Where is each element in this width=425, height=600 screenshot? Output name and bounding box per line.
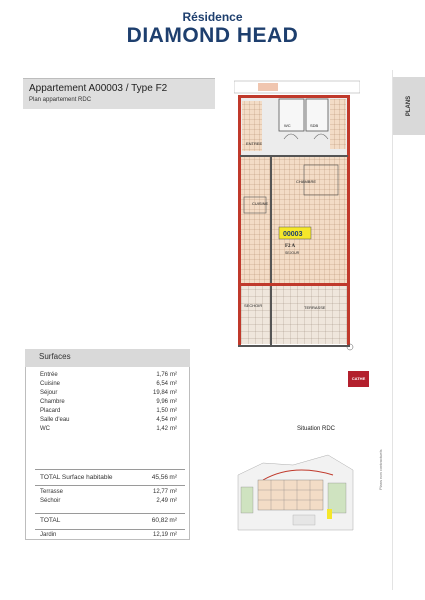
surface-row-chambre: Chambre 9,96 m² bbox=[40, 399, 177, 405]
plan-room-label-entree: ENTREE bbox=[246, 141, 263, 146]
plan-code: 00003 bbox=[283, 231, 303, 238]
residence-label: Résidence bbox=[182, 10, 243, 24]
divider bbox=[35, 485, 185, 486]
surface-row-terrasse: Terrasse 12,77 m² bbox=[40, 489, 177, 495]
apartment-subtitle: Plan appartement RDC bbox=[29, 97, 92, 103]
situation-title: Situation RDC bbox=[297, 426, 336, 432]
plan-room-label-sejour: SEJOUR bbox=[285, 251, 300, 255]
surface-row-total: TOTAL 60,82 m² bbox=[40, 517, 177, 524]
plan-room-label-sechoir: SECHOIR bbox=[244, 303, 263, 308]
floor-plan bbox=[234, 79, 360, 353]
surface-row-cuisine: Cuisine 6,54 m² bbox=[40, 381, 177, 387]
surfaces-heading: Surfaces bbox=[39, 352, 71, 361]
tab-plans[interactable] bbox=[393, 77, 425, 135]
surfaces-panel bbox=[25, 349, 190, 539]
surface-row-sechoir: Séchoir 2,49 m² bbox=[40, 498, 177, 504]
side-divider bbox=[392, 70, 425, 590]
surfaces-header bbox=[25, 349, 190, 367]
situation-plan bbox=[233, 435, 358, 535]
divider bbox=[35, 469, 185, 470]
tab-plans-label: PLANS bbox=[406, 95, 412, 117]
plan-room-label-terrasse: TERRASSE bbox=[304, 305, 326, 310]
surface-row-salle-deau: Salle d'eau 4,54 m² bbox=[40, 417, 177, 423]
plan-type: F2 A bbox=[285, 244, 296, 249]
divider bbox=[35, 513, 185, 514]
plan-room-label-cuisine: CUISINE bbox=[252, 201, 269, 206]
surface-row-entree: Entrée 1,76 m² bbox=[40, 372, 177, 378]
surface-row-total-habitable: TOTAL Surface habitable 45,56 m² bbox=[40, 474, 177, 481]
surface-row-wc: WC 1,42 m² bbox=[40, 426, 177, 432]
surface-row-jardin: Jardin 12,19 m² bbox=[40, 532, 177, 538]
surface-row-sejour: Séjour 19,84 m² bbox=[40, 390, 177, 396]
plan-room-label-sdb: SDB bbox=[310, 123, 319, 128]
divider bbox=[35, 529, 185, 530]
plan-room-label-chambre: CHAMBRE bbox=[296, 179, 317, 184]
surface-row-placard: Placard 1,50 m² bbox=[40, 408, 177, 414]
plan-room-label-wc: WC bbox=[284, 123, 291, 128]
residence-title: DIAMOND HEAD bbox=[126, 24, 299, 47]
disclaimer-note: Plans non contractuels bbox=[378, 449, 383, 490]
company-logo: CATHE bbox=[348, 371, 369, 387]
apartment-header bbox=[23, 78, 215, 109]
apartment-title: Appartement A00003 / Type F2 bbox=[29, 83, 168, 94]
